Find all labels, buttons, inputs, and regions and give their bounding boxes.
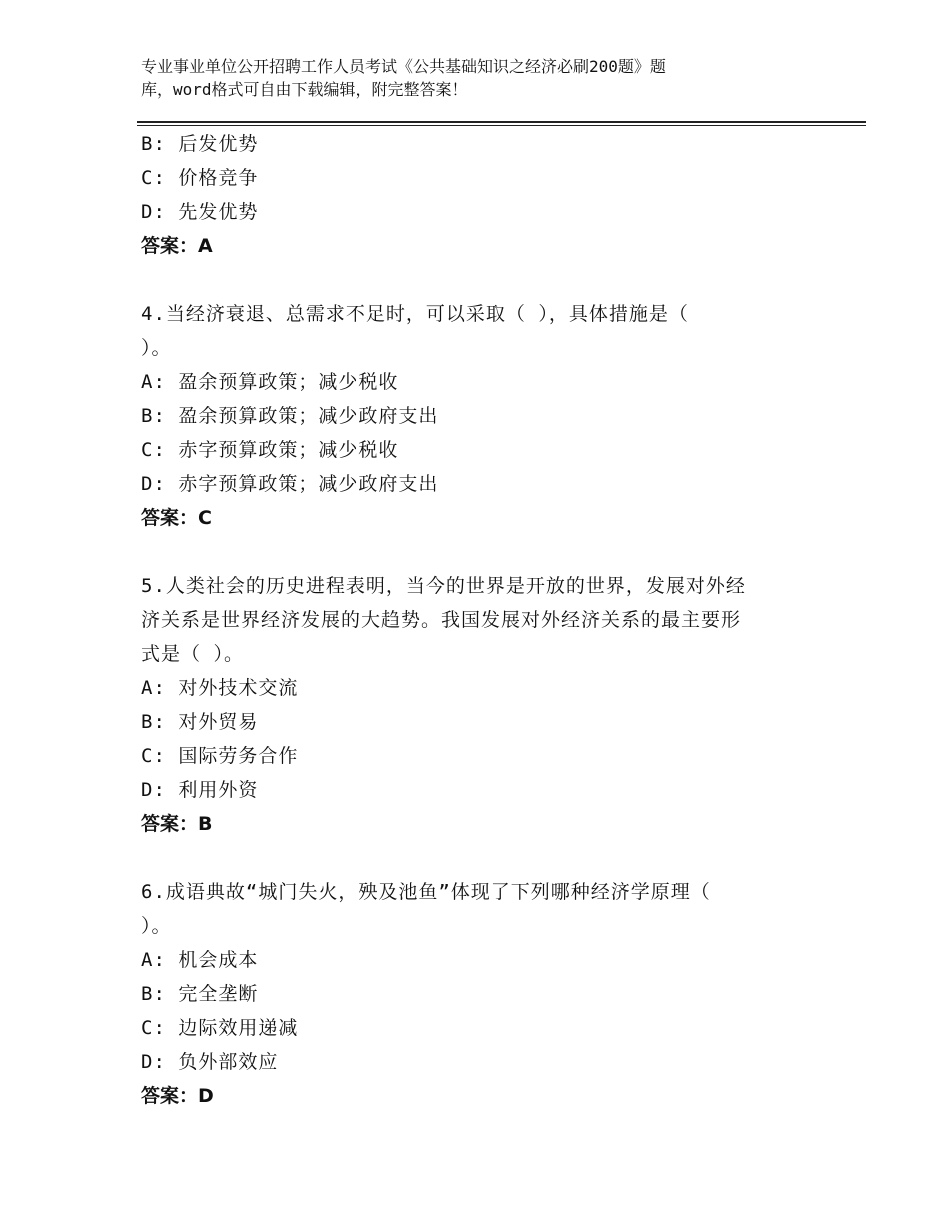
option-a: A: 盈余预算政策；减少税收 xyxy=(141,371,399,393)
answer-label: 答案：C xyxy=(141,507,212,529)
option-c: C: 价格竞争 xyxy=(141,167,259,189)
option-d: D: 赤字预算政策；减少政府支出 xyxy=(141,473,439,495)
option-c: C: 国际劳务合作 xyxy=(141,745,299,767)
header-title-line-1: 专业事业单位公开招聘工作人员考试《公共基础知识之经济必刷200题》题 xyxy=(141,57,666,76)
question-stem-line: 式是（ ）。 xyxy=(141,643,244,665)
answer-label: 答案：A xyxy=(141,235,213,257)
question-stem-line: 济关系是世界经济发展的大趋势。我国发展对外经济关系的最主要形 xyxy=(141,609,742,631)
option-d: D: 利用外资 xyxy=(141,779,259,801)
question-stem-line: 5.人类社会的历史进程表明，当今的世界是开放的世界，发展对外经 xyxy=(141,575,746,597)
option-b: B: 后发优势 xyxy=(141,133,259,155)
option-d: D: 先发优势 xyxy=(141,201,259,223)
option-c: C: 边际效用递减 xyxy=(141,1017,299,1039)
option-a: A: 机会成本 xyxy=(141,949,259,971)
question-3-partial xyxy=(141,127,821,263)
question-6 xyxy=(141,875,821,1113)
answer-label: 答案：B xyxy=(141,813,213,835)
option-d: D: 负外部效应 xyxy=(141,1051,279,1073)
question-stem-line: 4.当经济衰退、总需求不足时，可以采取（ ），具体措施是（ xyxy=(141,303,689,325)
header-title-line-2: 库，word格式可自由下载编辑，附完整答案！ xyxy=(141,80,468,99)
question-5 xyxy=(141,569,821,841)
header-divider-thick xyxy=(137,121,866,123)
answer-label: 答案：D xyxy=(141,1085,214,1107)
question-4 xyxy=(141,297,821,535)
document-header xyxy=(141,55,781,101)
header-divider-thin xyxy=(137,125,866,126)
option-b: B: 完全垄断 xyxy=(141,983,259,1005)
option-c: C: 赤字预算政策；减少税收 xyxy=(141,439,399,461)
question-stem-line: ）。 xyxy=(141,915,172,937)
option-b: B: 对外贸易 xyxy=(141,711,259,733)
question-stem-line: ）。 xyxy=(141,337,172,359)
question-list xyxy=(141,127,821,1113)
option-a: A: 对外技术交流 xyxy=(141,677,299,699)
option-b: B: 盈余预算政策；减少政府支出 xyxy=(141,405,439,427)
question-stem-line: 6.成语典故“城门失火，殃及池鱼”体现了下列哪种经济学原理（ xyxy=(141,881,711,903)
